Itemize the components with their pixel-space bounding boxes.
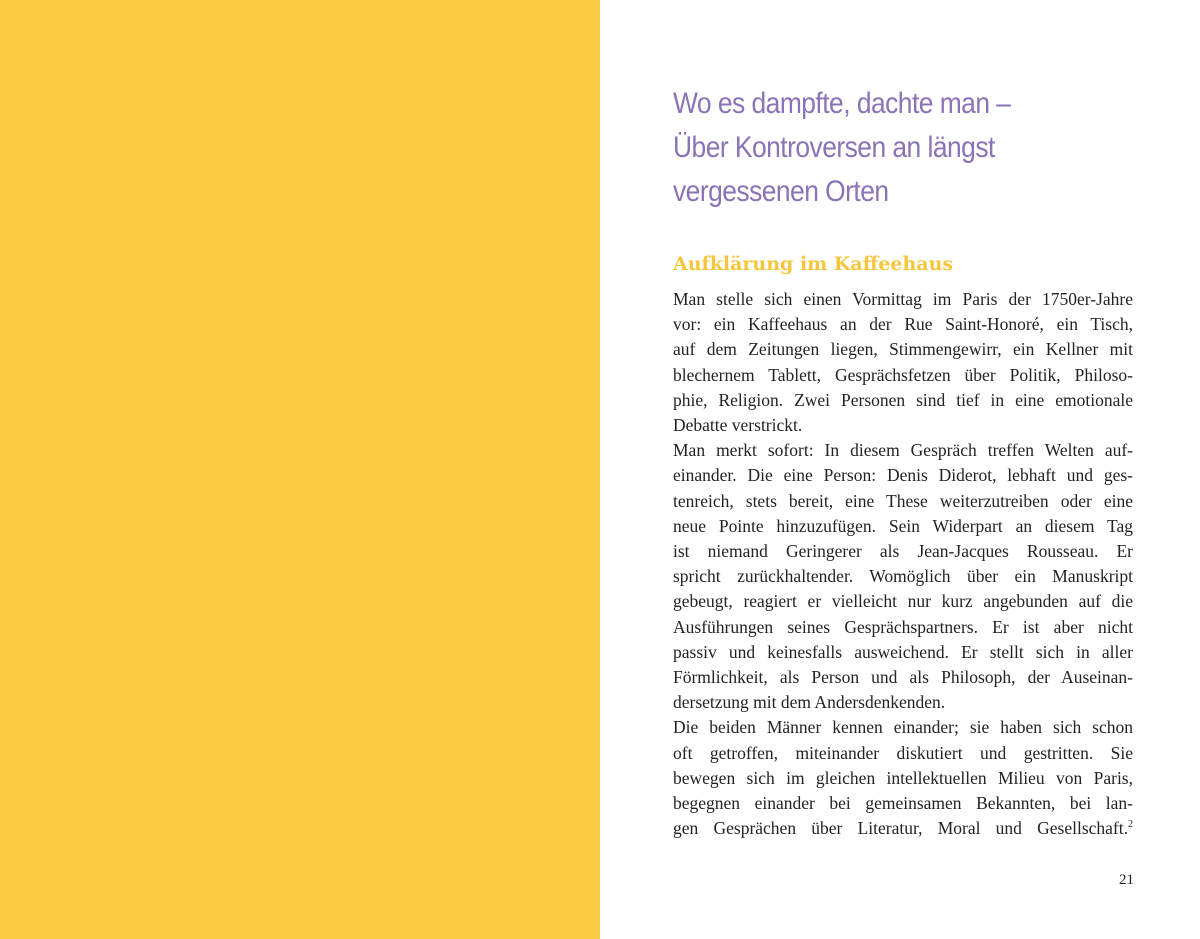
text-line: einander. Die eine Person: Denis Diderot, lebhaft und ges- bbox=[673, 465, 1133, 486]
text-line: auf dem Zeitungen liegen, Stimmengewirr, ein Kellner mit bbox=[673, 339, 1133, 360]
chapter-title-line: vergessenen Orten bbox=[673, 175, 889, 208]
text-line: oft getroffen, miteinander diskutiert und gestritten. Sie bbox=[673, 742, 1133, 763]
text-line: dersetzung mit dem Andersdenkenden. bbox=[673, 692, 946, 713]
text-line: passiv und keinesfalls ausweichend. Er stellt sich in aller bbox=[673, 641, 1133, 662]
text-line: vor: ein Kaffeehaus an der Rue Saint-Honoré, ein Tisch, bbox=[673, 314, 1133, 335]
text-line: ist niemand Geringerer als Jean-Jacques Rousseau. Er bbox=[673, 541, 1133, 562]
chapter-title-line: Wo es dampfte, dachte man – bbox=[673, 87, 1011, 120]
paragraph-3 bbox=[673, 715, 1133, 841]
text-line: tenreich, stets bereit, eine These weiterzutreiben oder eine bbox=[673, 490, 1133, 511]
section-heading: Aufklärung im Kaffeehaus bbox=[673, 253, 954, 275]
paragraph-1 bbox=[673, 287, 1133, 438]
text-line: Man stelle sich einen Vormittag im Paris der 1750er-Jahre bbox=[673, 289, 1133, 309]
text-line: begegnen einander bei gemeinsamen Bekannten, bei lan- bbox=[673, 793, 1133, 814]
text-line: Man merkt sofort: In diesem Gespräch treffen Welten auf- bbox=[673, 440, 1133, 461]
text-line-with-footnote bbox=[673, 816, 1133, 841]
chapter-title-line: Über Kontroversen an längst bbox=[673, 131, 995, 164]
text-line: spricht zurückhaltender. Womöglich über ein Manuskript bbox=[673, 566, 1133, 587]
text-line: Die beiden Männer kennen einander; sie haben sich schon bbox=[673, 717, 1133, 738]
chapter-title bbox=[673, 82, 1043, 214]
text-line: Debatte verstrickt. bbox=[673, 415, 803, 436]
text-line: phie, Religion. Zwei Personen sind tief in eine emotionale bbox=[673, 389, 1133, 410]
text-line: gebeugt, reagiert er vielleicht nur kurz angebunden auf die bbox=[673, 591, 1133, 612]
text-line: bewegen sich im gleichen intellektuellen Milieu von Paris, bbox=[673, 767, 1133, 788]
paragraph-2 bbox=[673, 438, 1133, 715]
footnote-reference[interactable]: 2 bbox=[1128, 819, 1133, 831]
text-line-content: gen Gesprächen über Literatur, Moral und Gesellschaft. bbox=[673, 818, 1128, 839]
text-line: Ausführungen seines Gesprächspartners. Er ist aber nicht bbox=[673, 616, 1133, 637]
page-number: 21 bbox=[1119, 872, 1134, 888]
body-text bbox=[673, 287, 1133, 841]
text-line: neue Pointe hinzuzufügen. Sein Widerpart an diesem Tag bbox=[673, 515, 1133, 536]
text-line: Förmlichkeit, als Person und als Philosoph, der Auseinan- bbox=[673, 667, 1133, 688]
text-line: blechernem Tablett, Gesprächsfetzen über Politik, Philoso- bbox=[673, 364, 1133, 385]
